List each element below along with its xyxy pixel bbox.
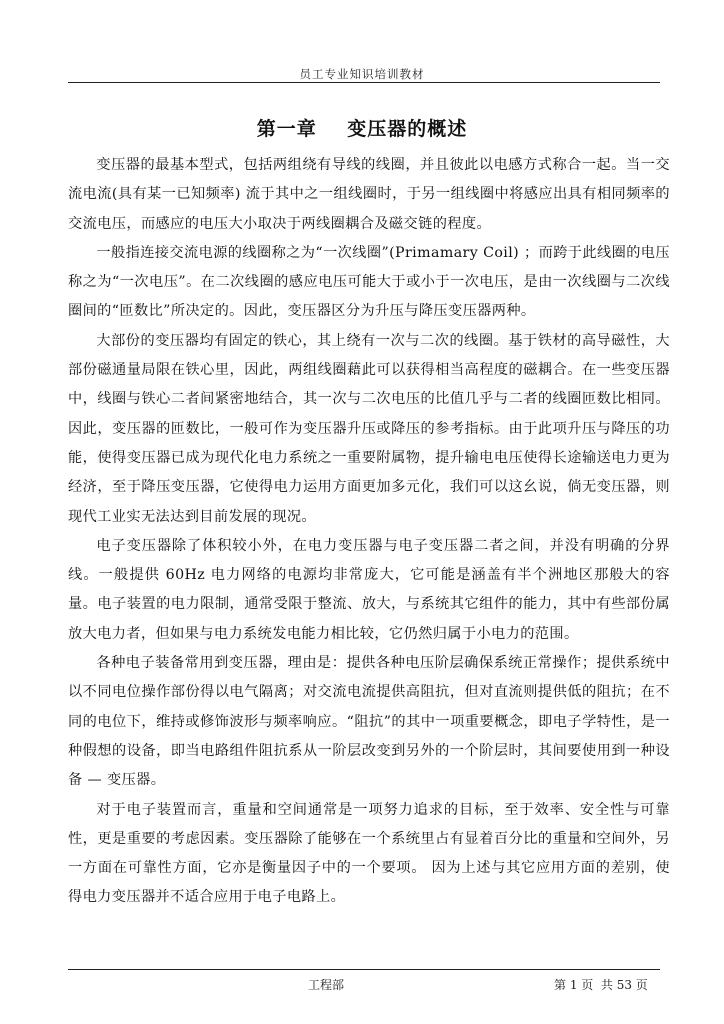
footer-page-number: 第 1 页 共 53 页 (554, 978, 648, 992)
footer-divider (68, 969, 660, 970)
paragraph-2: 一般指连接交流电源的线圈称之为“一次线圈”(Primamary Coil) ；而跨于此线圈的电压称之为“一次电压”。在二次线圈的感应电压可能大于或小于一次电压，是由一次线圈与二次线圈间的“匝数比”所决定的。因此，变压器区分为升压与降压变压器两种。 (68, 244, 670, 320)
paragraph-1: 变压器的最基本型式，包括两组绕有导线的线圈，并且彼此以电感方式称合一起。当一交流电流(具有某一已知频率) 流于其中之一组线圈时，于另一组线圈中将感应出具有相同频率的交流电压，而感应的电压大小取决于两线圈耦合及磁交链的程度。 (68, 157, 670, 232)
header-divider (68, 82, 660, 83)
body-text (68, 151, 670, 913)
paragraph-5: 各种电子装备常用到变压器，理由是：提供各种电压阶层确保系统正常操作；提供系统中以不同电位操作部份得以电气隔离；对交流电流提供高阻抗，但对直流则提供低的阻抗；在不同的电位下，维持或修饰波形与频率响应。“阻抗”的其中一项重要概念，即电子学特性，是一种假想的设备，即当电路组件阻抗系从一阶层改变到另外的一个阶层时，其间要使用到一种设备 — 变压器。 (68, 655, 670, 789)
paragraph-4: 电子变压器除了体积较小外，在电力变压器与电子变压器二者之间，并没有明确的分界线。一般提供 60Hz 电力网络的电源均非常庞大，它可能是涵盖有半个洲地区那般大的容量。电子装置的电力限制，通常受限于整流、放大，与系统其它组件的能力，其中有些部份属放大电力者，但如果与电力系统发电能力相比较，它仍然归属于小电力的范围。 (68, 537, 670, 642)
header-title: 员工专业知识培训教材 (299, 67, 425, 81)
footer-department: 工程部 (308, 978, 345, 992)
chapter-title: 第一章 变压器的概述 (256, 118, 468, 140)
paragraph-6: 对于电子装置而言，重量和空间通常是一项努力追求的目标，至于效率、安全性与可靠性，更是重要的考虑因素。变压器除了能够在一个系统里占有显着百分比的重量和空间外，另一方面在可靠性方面，它亦是衡量因子中的一个要项。 因为上述与其它应用方面的差别，使得电力变压器并不适合应用于电子电路上。 (68, 801, 670, 906)
paragraph-3: 大部份的变压器均有固定的铁心，其上绕有一次与二次的线圈。基于铁材的高导磁性，大部份磁通量局限在铁心里，因此，两组线圈藉此可以获得相当高程度的磁耦合。在一些变压器中，线圈与铁心二者间紧密地结合，其一次与二次电压的比值几乎与二者的线圈匝数比相同。因此，变压器的匝数比，一般可作为变压器升压或降压的参考指标。由于此项升压与降压的功能，使得变压器已成为现代化电力系统之一重要附属物，提升输电电压使得长途输送电力更为经济，至于降压变压器，它使得电力运用方面更加多元化，我们可以这幺说，倘无变压器，则现代工业实无法达到目前发展的现况。 (68, 332, 670, 525)
